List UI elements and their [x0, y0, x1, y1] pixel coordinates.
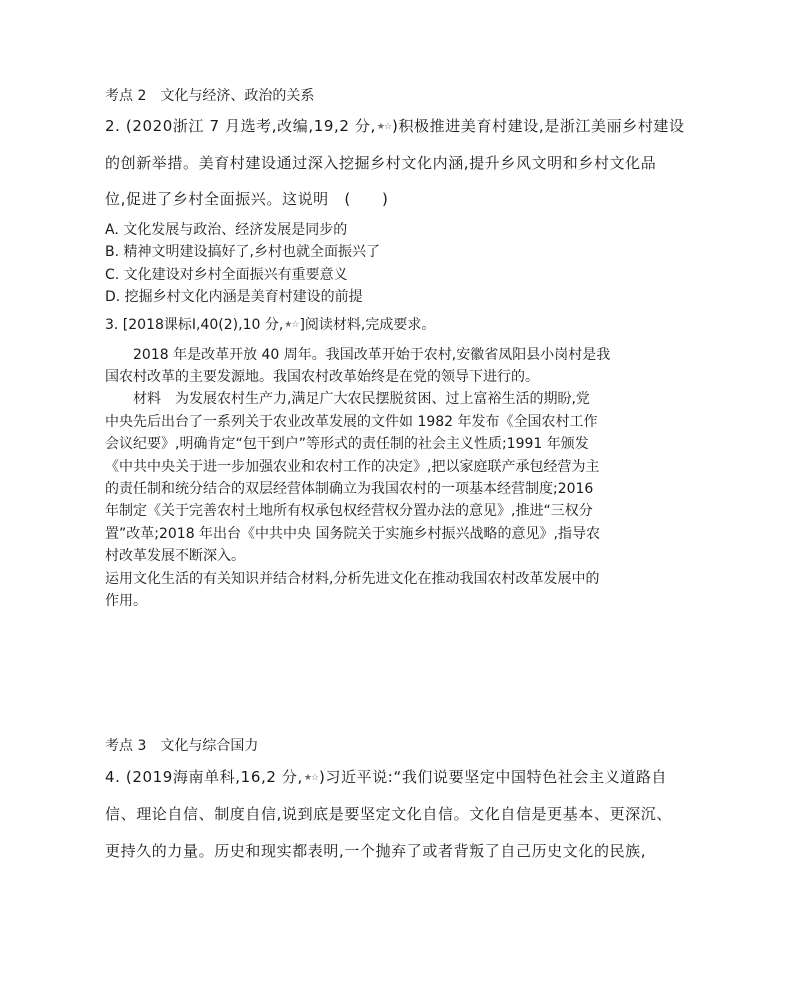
material-line: 材料 为发展农村生产力,满足广大农民摆脱贫困、过上富裕生活的期盼,党	[133, 391, 590, 407]
difficulty-stars-icon: ★☆	[284, 320, 299, 330]
option-c: C. 文化建设对乡村全面振兴有重要意义	[105, 267, 348, 283]
option-a: A. 文化发展与政治、经济发展是同步的	[105, 222, 348, 238]
material-line: 会议纪要》,明确肯定“包干到户”等形式的责任制的社会主义性质;1991 年颁发	[105, 436, 589, 452]
question-3-stem-start: ]阅读材料,完成要求。	[299, 317, 436, 333]
question-3-line-1	[105, 318, 435, 332]
question-2-stem-start: )积极推进美育村建设,是浙江美丽乡村建设	[392, 117, 685, 135]
section-title: 考点 3 文化与综合国力	[105, 738, 259, 754]
material-line: 《中共中央关于进一步加强农业和农村工作的决定》,把以家庭联产承包经营为主	[105, 459, 600, 475]
question-3-task: 作用。	[105, 593, 147, 609]
difficulty-stars-icon: ★☆	[303, 773, 318, 783]
question-4-source: 4. (2019海南单科,16,2 分,	[105, 768, 303, 786]
question-2-line-1	[105, 119, 685, 134]
material-line: 年制定《关于完善农村土地所有权承包权经营权分置办法的意见》,推进“三权分	[105, 503, 593, 519]
material-line: 中央先后出台了一系列关于农业改革发展的文件如 1982 年发布《全国农村工作	[105, 414, 598, 430]
question-4-stem-start: )习近平说:“我们说要坚定中国特色社会主义道路自	[318, 768, 668, 786]
material-line: 置”改革;2018 年出台《中共中央 国务院关于实施乡村振兴战略的意见》,指导农	[105, 526, 600, 542]
option-d: D. 挖掘乡村文化内涵是美育村建设的前提	[105, 289, 363, 305]
question-3-source: 3. [2018课标Ⅰ,40(2),10 分,	[105, 317, 284, 333]
question-2-source: 2. (2020浙江 7 月选考,改编,19,2 分,	[105, 117, 376, 135]
question-2-line-2: 的创新举措。美育村建设通过深入挖掘乡村文化内涵,提升乡风文明和乡村文化品	[105, 154, 657, 172]
question-2-line-3: 位,促进了乡村全面振兴。这说明 ( )	[105, 190, 389, 208]
question-4-line-3: 更持久的力量。历史和现实都表明,一个抛弃了或者背叛了自己历史文化的民族,	[105, 842, 647, 860]
material-line: 村改革发展不断深入。	[105, 548, 245, 564]
section-title: 考点 2 文化与经济、政治的关系	[105, 88, 315, 104]
question-4-line-2: 信、理论自信、制度自信,说到底是要坚定文化自信。文化自信是更基本、更深沉、	[105, 805, 672, 823]
question-4-line-1	[105, 770, 667, 785]
material-line: 2018 年是改革开放 40 周年。我国改革开始于农村,安徽省凤阳县小岗村是我	[133, 347, 611, 363]
question-3-task: 运用文化生活的有关知识并结合材料,分析先进文化在推动我国农村改革发展中的	[105, 571, 600, 587]
material-line: 的责任制和统分结合的双层经营体制确立为我国农村的一项基本经营制度;2016	[105, 481, 594, 497]
material-line: 国农村改革的主要发源地。我国农村改革始终是在党的领导下进行的。	[105, 369, 539, 385]
option-b: B. 精神文明建设搞好了,乡村也就全面振兴了	[105, 244, 380, 260]
difficulty-stars-icon: ★☆	[376, 122, 391, 132]
